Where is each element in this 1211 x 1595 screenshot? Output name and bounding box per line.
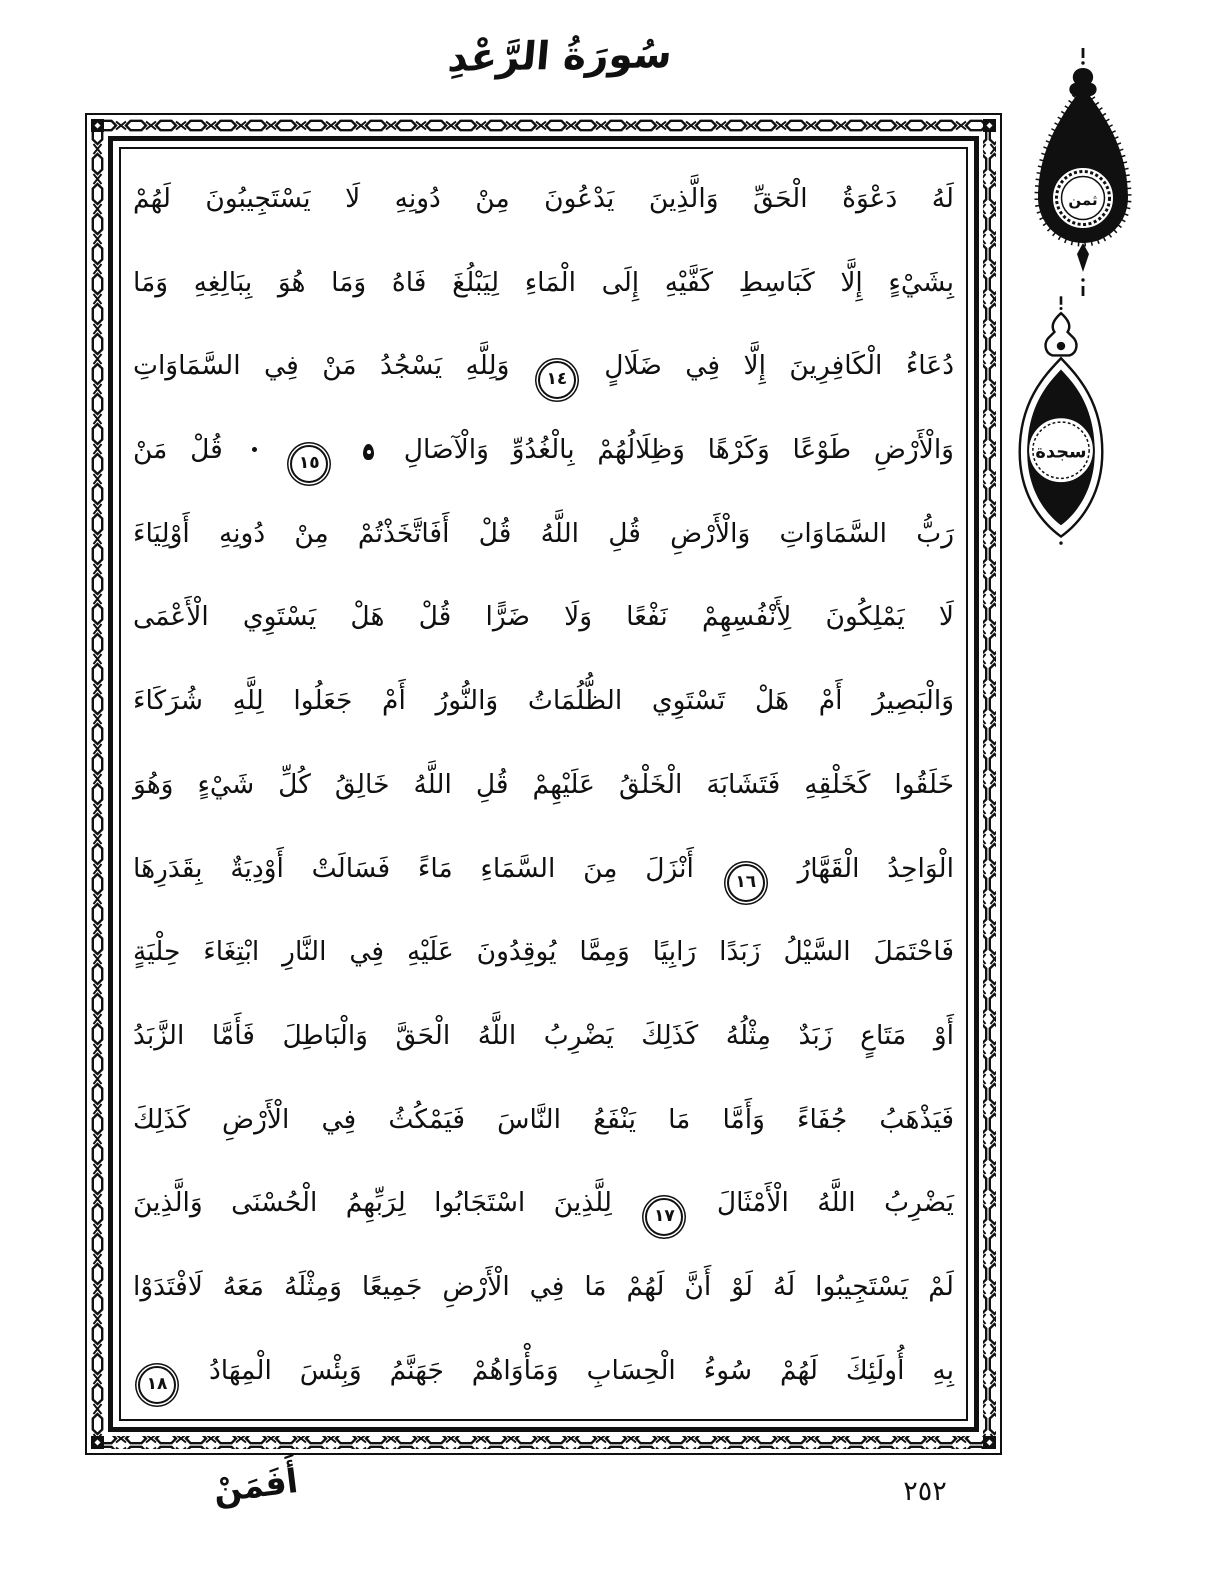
verse-text: بِشَيْءٍ إِلَّا كَبَاسِطِ كَفَّيْهِ إِلَى الْمَاءِ لِيَبْلُغَ فَاهُ وَمَا هُوَ بِبَالِغِهِ وَمَا xyxy=(133,266,954,298)
surah-title: سُورَةُ الرَّعْدِ xyxy=(446,32,674,81)
catchword: أَفَمَنْ xyxy=(211,1460,300,1511)
verse-text: الْوَاحِدُ الْقَهَّارُ xyxy=(797,852,954,884)
quran-line xyxy=(133,994,954,1078)
verse-text: لَهُ دَعْوَةُ الْحَقِّ وَالَّذِينَ يَدْعُونَ مِنْ دُونِهِ لَا يَسْتَجِيبُونَ لَهُمْ xyxy=(133,183,954,214)
khams-mark-icon xyxy=(363,444,374,460)
dot-mark-icon xyxy=(252,447,257,452)
quran-line xyxy=(133,241,954,325)
verse-number: ١٧ xyxy=(654,1206,675,1227)
quran-line xyxy=(133,910,954,994)
verse-text: يَضْرِبُ اللَّهُ الْأَمْثَالَ xyxy=(716,1187,954,1219)
verse-text: دُعَاءُ الْكَافِرِينَ إِلَّا فِي ضَلَالٍ xyxy=(604,350,954,382)
verse-text: فَاحْتَمَلَ السَّيْلُ زَبَدًا رَابِيًا وَمِمَّا يُوقِدُونَ عَلَيْهِ فِي النَّارِ ابْتِغَاءَ حِلْيَةٍ xyxy=(133,936,954,968)
verse-text: لَا يَمْلِكُونَ لِأَنْفُسِهِمْ نَفْعًا وَلَا ضَرًّا قُلْ هَلْ يَسْتَوِي الْأَعْمَى xyxy=(133,601,954,633)
verse-text: خَلَقُوا كَخَلْقِهِ فَتَشَابَهَ الْخَلْقُ عَلَيْهِمْ قُلِ اللَّهُ خَالِقُ كُلِّ شَيْءٍ وَهُوَ xyxy=(133,768,954,800)
quran-line xyxy=(133,1161,954,1245)
quran-line xyxy=(133,1329,954,1413)
verse-end-marker-14 xyxy=(538,361,576,399)
quran-line xyxy=(133,575,954,659)
verse-number: ١٥ xyxy=(298,453,320,474)
verse-text: بِهِ أُولَئِكَ لَهُمْ سُوءُ الْحِسَابِ وَمَأْوَاهُمْ جَهَنَّمُ وَبِئْسَ الْمِهَادُ xyxy=(208,1354,954,1386)
verse-text: فَيَذْهَبُ جُفَاءً وَأَمَّا مَا يَنْفَعُ النَّاسَ فَيَمْكُثُ فِي الْأَرْضِ كَذَلِكَ xyxy=(133,1103,954,1135)
verse-text: قُلْ مَنْ xyxy=(133,434,223,466)
quran-line xyxy=(133,408,954,492)
quran-line xyxy=(133,324,954,408)
verse-text: رَبُّ السَّمَاوَاتِ وَالْأَرْضِ قُلِ اللَّهُ قُلْ أَفَاتَّخَذْتُمْ مِنْ دُونِهِ أَوْلِيَاءَ xyxy=(133,517,954,549)
quran-line xyxy=(133,743,954,827)
quran-line xyxy=(133,827,954,911)
verse-number: ١٨ xyxy=(146,1373,168,1394)
verse-end-marker-16 xyxy=(727,864,765,902)
verse-end-marker-18 xyxy=(138,1366,176,1404)
verse-end-marker-17 xyxy=(645,1198,683,1236)
page-number: ٢٥٢ xyxy=(903,1476,947,1507)
verse-text: وَالْبَصِيرُ أَمْ هَلْ تَسْتَوِي الظُّلُمَاتُ وَالنُّورُ أَمْ جَعَلُوا لِلَّهِ شُرَكَاءَ xyxy=(133,685,954,717)
verse-number: ١٤ xyxy=(546,369,568,390)
sajdah-label: سجدة xyxy=(1035,441,1087,463)
verse-text: لِلَّذِينَ اسْتَجَابُوا لِرَبِّهِمُ الْحُسْنَى وَالَّذِينَ xyxy=(133,1187,612,1219)
verse-text: وَالْأَرْضِ طَوْعًا وَكَرْهًا وَظِلَالُهُمْ بِالْغُدُوِّ وَالْآصَالِ xyxy=(403,434,954,466)
verse-text: لَمْ يَسْتَجِيبُوا لَهُ لَوْ أَنَّ لَهُمْ مَا فِي الْأَرْضِ جَمِيعًا وَمِثْلَهُ مَعَهُ لَافْتَدَوْا xyxy=(133,1270,954,1302)
quran-line xyxy=(133,492,954,576)
quran-line xyxy=(133,1245,954,1329)
verse-end-marker-15 xyxy=(290,445,328,483)
verse-number: ١٦ xyxy=(735,871,757,892)
sajdah-marker-medallion xyxy=(1000,294,1122,552)
verse-text: أَنْزَلَ مِنَ السَّمَاءِ مَاءً فَسَالَتْ أَوْدِيَةٌ بِقَدَرِهَا xyxy=(133,852,694,884)
quran-line xyxy=(133,157,954,241)
quran-line xyxy=(133,659,954,743)
quran-line xyxy=(133,1078,954,1162)
hizb-fraction-label: ثمن xyxy=(1068,191,1098,209)
hizb-marker-medallion xyxy=(1013,48,1153,298)
verse-text: أَوْ مَتَاعٍ زَبَدٌ مِثْلُهُ كَذَلِكَ يَضْرِبُ اللَّهُ الْحَقَّ وَالْبَاطِلَ فَأَمَّا الزَّبَدُ xyxy=(133,1019,954,1051)
quran-text-area xyxy=(133,157,954,1413)
page-border-frame xyxy=(85,113,1002,1455)
verse-text: وَلِلَّهِ يَسْجُدُ مَنْ فِي السَّمَاوَاتِ xyxy=(133,350,510,382)
